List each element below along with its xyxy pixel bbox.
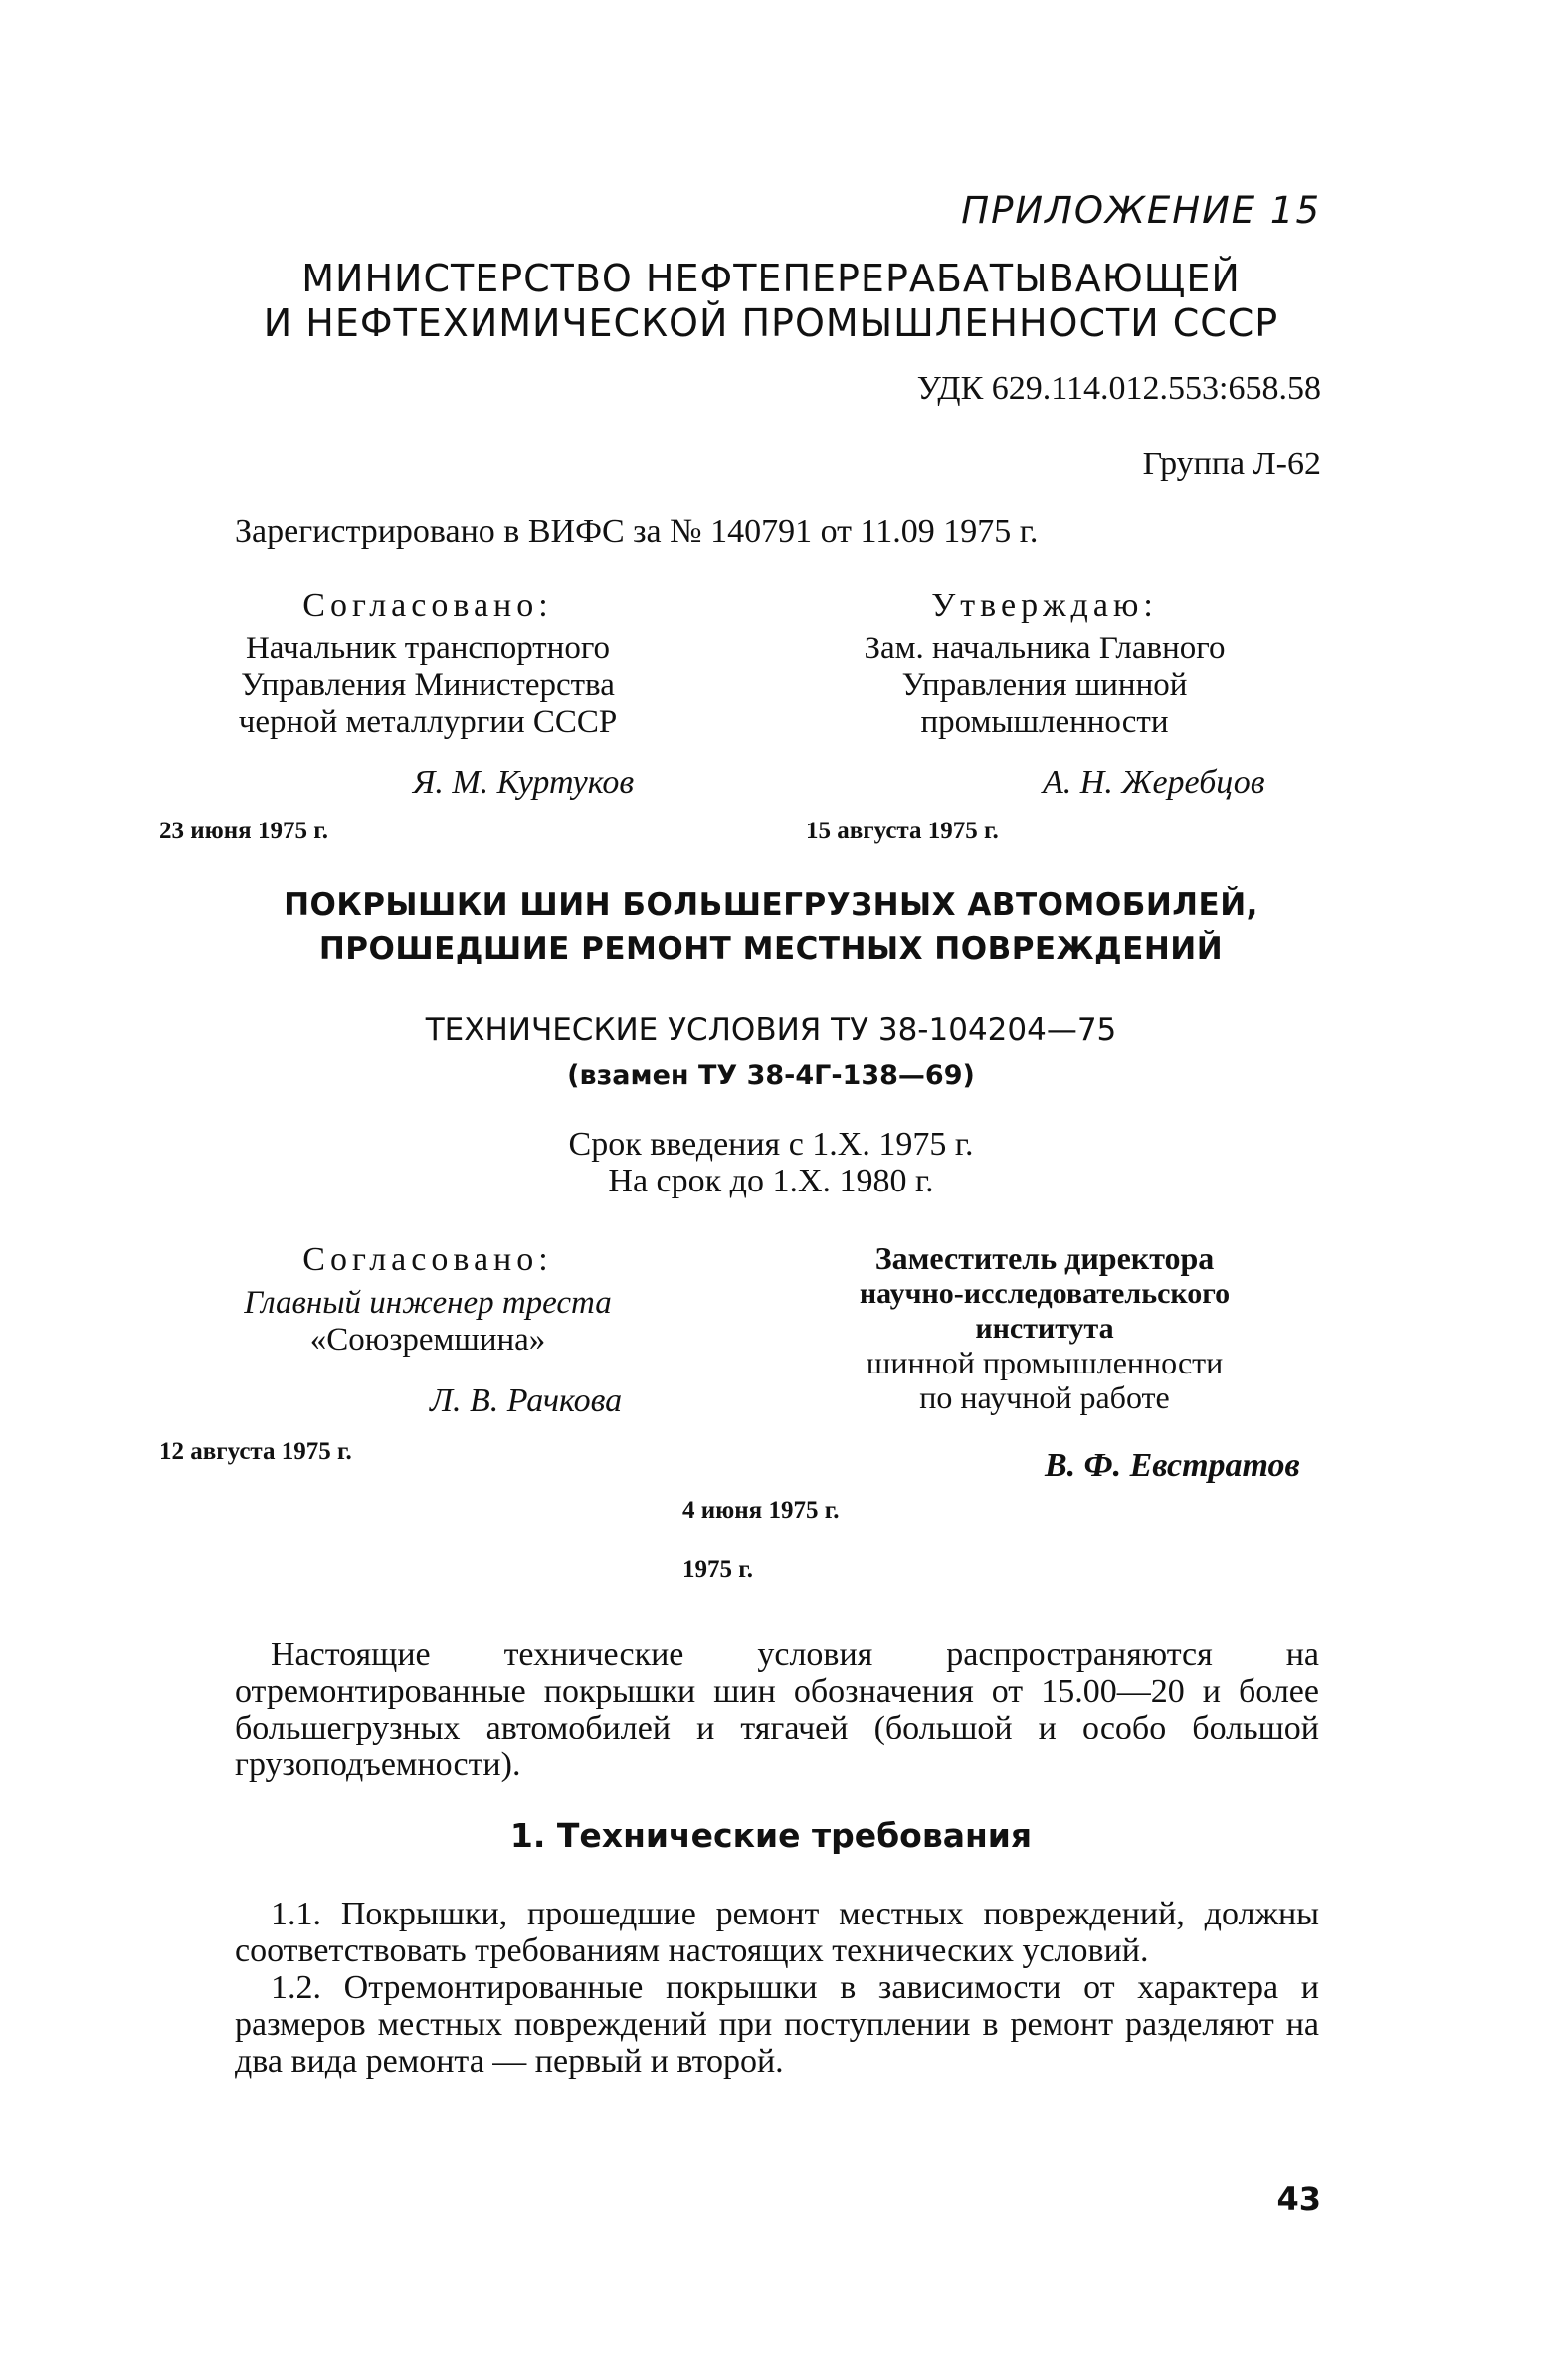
tech-conditions-line: ТЕХНИЧЕСКИЕ УСЛОВИЯ ТУ 38-104204—75 <box>425 1012 1117 1048</box>
approval-heading: Согласовано: <box>302 1241 553 1278</box>
replaces-line: (взамен ТУ 38-4Г-138—69) <box>567 1060 975 1091</box>
approval-line: Заместитель директора <box>874 1240 1215 1276</box>
approval-top-right <box>806 587 1283 741</box>
approval-line: черной металлургии СССР <box>238 704 618 740</box>
title-line-1: ПОКРЫШКИ ШИН БОЛЬШЕГРУЗНЫХ АВТОМОБИЛЕЙ, <box>284 887 1258 923</box>
approval-line: института <box>975 1312 1114 1345</box>
approval-bottom-left <box>189 1241 667 1359</box>
approval-line: «Союзремшина» <box>309 1322 546 1358</box>
approval-line: Управления шинной <box>901 667 1188 703</box>
signer-evstratov: В. Ф. Евстратов <box>1045 1447 1300 1484</box>
ministry-line-2: И НЕФТЕХИМИЧЕСКОЙ ПРОМЫШЛЕННОСТИ СССР <box>263 301 1279 345</box>
group-code: Группа Л-62 <box>1142 446 1321 482</box>
approval-heading: Утверждаю: <box>931 587 1158 624</box>
clause-1-1: 1.1. Покрышки, прошедшие ремонт местных повреждений, должны соответствовать требованиям настоящих технических условий. <box>235 1896 1319 1969</box>
approval-line: Начальник транспортного <box>245 631 611 666</box>
signer-kurtukov: Я. М. Куртуков <box>413 764 635 801</box>
title-line-2: ПРОШЕДШИЕ РЕМОНТ МЕСТНЫХ ПОВРЕЖДЕНИЙ <box>318 931 1224 967</box>
approval-line: Главный инженер треста <box>244 1285 612 1321</box>
section-1-body <box>235 1896 1319 2080</box>
approval-line: научно-исследовательского <box>859 1277 1231 1310</box>
approval-bottom-right <box>796 1241 1293 1415</box>
approval-top-left <box>189 587 667 741</box>
date-top-left: 23 июня 1975 г. <box>159 818 328 844</box>
approval-line: промышленности <box>920 704 1169 740</box>
page-number: 43 <box>1276 2180 1321 2218</box>
date-center-1: 4 июня 1975 г. <box>682 1497 840 1524</box>
intro-text: Настоящие технические условия распространяются на отремонтированные покрышки шин обозначения от 15.00—20 и более большегрузных автомобилей и тягачей (большой и особо большой грузоподъемности). <box>235 1636 1319 1783</box>
udk-code: УДК 629.114.012.553:658.58 <box>916 370 1321 407</box>
intro-paragraph <box>235 1636 1319 1783</box>
date-bottom-left: 12 августа 1975 г. <box>159 1438 352 1465</box>
ministry-line-1: МИНИСТЕРСТВО НЕФТЕПЕРЕРАБАТЫВАЮЩЕЙ <box>301 257 1241 300</box>
approval-heading: Согласовано: <box>302 587 553 624</box>
approval-line: Управления Министерства <box>241 667 615 703</box>
signer-zherebtsov: А. Н. Жеребцов <box>1043 764 1265 801</box>
signer-rachkova: Л. В. Рачкова <box>430 1382 623 1419</box>
appendix-label: ПРИЛОЖЕНИЕ 15 <box>961 189 1321 232</box>
valid-until: На срок до 1.Х. 1980 г. <box>608 1163 934 1199</box>
approval-line: Зам. начальника Главного <box>864 631 1226 666</box>
date-center-2: 1975 г. <box>682 1556 754 1583</box>
section-1-heading: 1. Технические требования <box>509 1816 1033 1855</box>
approval-line: по научной работе <box>919 1379 1170 1415</box>
registration-line: Зарегистрировано в ВИФС за № 140791 от 11.09 1975 г. <box>235 513 1039 550</box>
approval-line: шинной промышленности <box>866 1345 1224 1380</box>
clause-1-2: 1.2. Отремонтированные покрышки в зависимости от характера и размеров местных повреждений при поступлении в ремонт разделяют на два вида ремонта — первый и второй. <box>235 1969 1319 2080</box>
date-top-right: 15 августа 1975 г. <box>806 818 999 844</box>
effective-date: Срок введения с 1.Х. 1975 г. <box>568 1126 974 1163</box>
